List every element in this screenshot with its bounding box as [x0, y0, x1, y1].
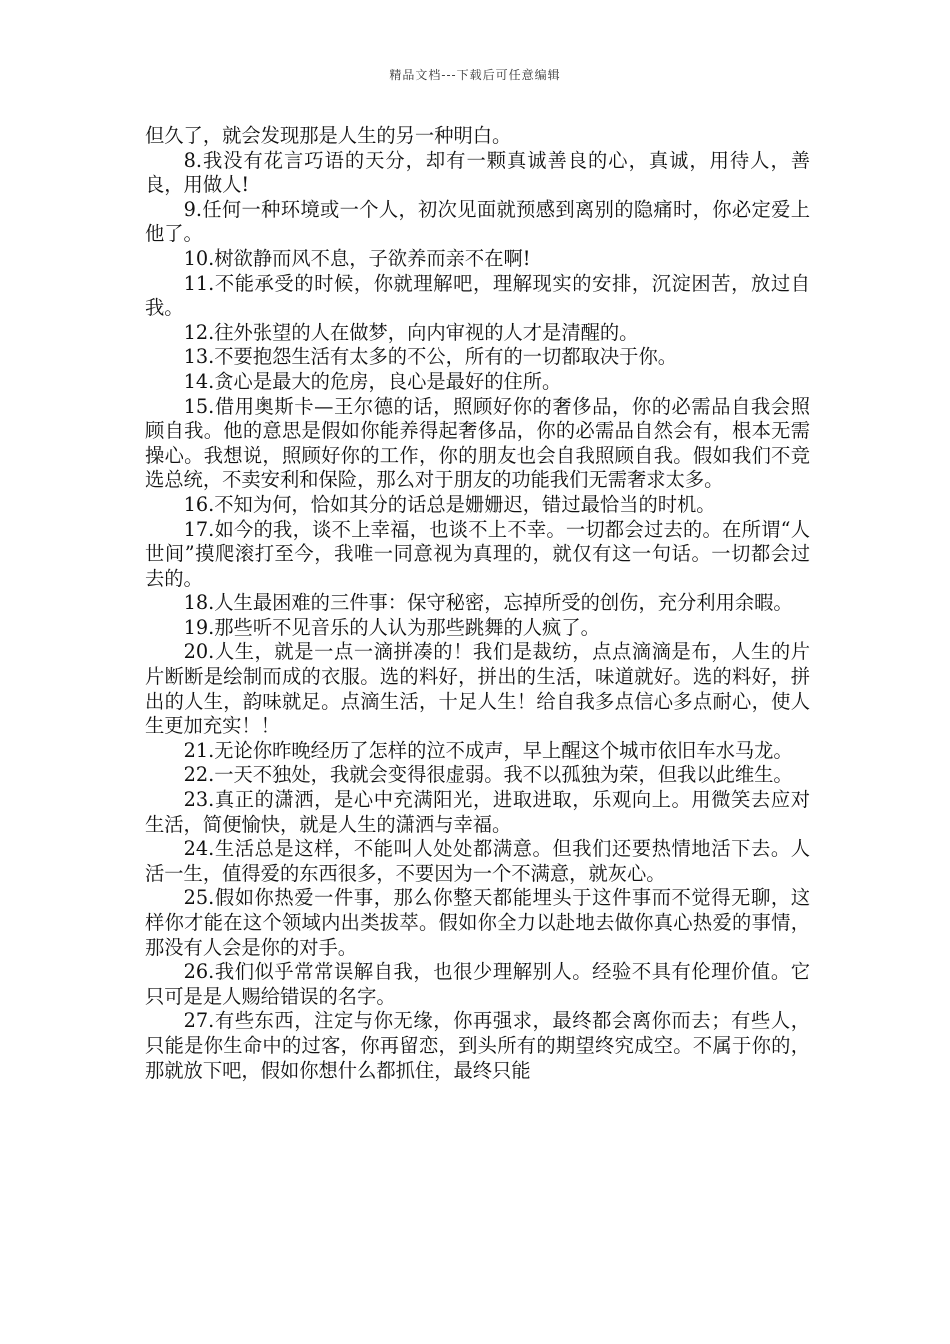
paragraph-17: 17.如今的我，谈不上幸福，也谈不上不幸。一切都会过去的。在所谓“人世间”摸爬滚打至今，我唯一同意视为真理的，就仅有这一句话。一切都会过去的。	[145, 517, 810, 590]
paragraph-11: 11.不能承受的时候，你就理解吧，理解现实的安排，沉淀困苦，放过自我。	[145, 271, 810, 320]
paragraph-19: 19.那些听不见音乐的人认为那些跳舞的人疯了。	[183, 615, 600, 639]
paragraph-27: 27.有些东西，注定与你无缘，你再强求，最终都会离你而去；有些人，只能是你生命中的过客，你再留恋，到头所有的期望终究成空。不属于你的，那就放下吧，假如你想什么都抓住，最终只能	[145, 1009, 810, 1082]
document-body	[145, 124, 810, 1083]
paragraph-25: 25.假如你热爱一件事，那么你整天都能埋头于这件事而不觉得无聊，这样你才能在这个领域内出类拔萃。假如你全力以赴地去做你真心热爱的事情，那没有人会是你的对手。	[145, 886, 810, 959]
paragraph-15: 15.借用奥斯卡—王尔德的话，照顾好你的奢侈品，你的必需品自我会照顾自我。他的意思是假如你能养得起奢侈品，你的必需品自然会有，根本无需操心。我想说，照顾好你的工作，你的朋友也会自我照顾自我。假如我们不竞选总统，不卖安利和保险，那么对于朋友的功能我们无需奢求太多。	[145, 394, 810, 492]
paragraph-8: 8.我没有花言巧语的天分，却有一颗真诚善良的心，真诚，用待人，善良，用做人!	[145, 148, 810, 197]
paragraph-9: 9.任何一种环境或一个人，初次见面就预感到离别的隐痛时，你必定爱上他了。	[145, 197, 810, 246]
paragraph-22: 22.一天不独处，我就会变得很虚弱。我不以孤独为荣，但我以此维生。	[183, 763, 793, 787]
paragraph-21: 21.无论你昨晚经历了怎样的泣不成声，早上醒这个城市依旧车水马龙。	[183, 738, 793, 762]
paragraph-20: 20.人生，就是一点一滴拼凑的！我们是裁纺，点点滴滴是布，人生的片片断断是绘制而成的衣服。选的料好，拼出的生活，味道就好。选的料好，拼出的人生，韵味就足。点滴生活，十足人生！给自我多点信心多点耐心，使人生更加充实！！	[145, 640, 810, 738]
paragraph-26: 26.我们似乎常常误解自我，也很少理解别人。经验不具有伦理价值。它只可是是人赐给错误的名字。	[145, 960, 810, 1008]
paragraph-24: 24.生活总是这样，不能叫人处处都满意。但我们还要热情地活下去。人活一生，值得爱的东西很多，不要因为一个不满意，就灰心。	[145, 837, 810, 885]
page-header: 精品文档---下载后可任意编辑	[389, 68, 561, 82]
paragraph-12: 12.往外张望的人在做梦，向内审视的人才是清醒的。	[183, 320, 639, 344]
paragraph-16: 16.不知为何，恰如其分的话总是姗姗迟，错过最恰当的时机。	[183, 492, 716, 516]
paragraph-13: 13.不要抱怨生活有太多的不公，所有的一切都取决于你。	[183, 345, 678, 369]
paragraph-10: 10.树欲静而风不息，子欲养而亲不在啊!	[183, 246, 531, 270]
paragraph-14: 14.贪心是最大的危房，良心是最好的住所。	[183, 369, 562, 393]
paragraph-continuation: 但久了，就会发现那是人生的另一种明白。	[145, 124, 512, 147]
paragraph-23: 23.真正的潇洒，是心中充满阳光，进取进取，乐观向上。用微笑去应对生活，简便愉快，就是人生的潇洒与幸福。	[145, 788, 810, 836]
paragraph-18: 18.人生最困难的三件事：保守秘密，忘掉所受的创伤，充分利用余暇。	[183, 591, 793, 615]
